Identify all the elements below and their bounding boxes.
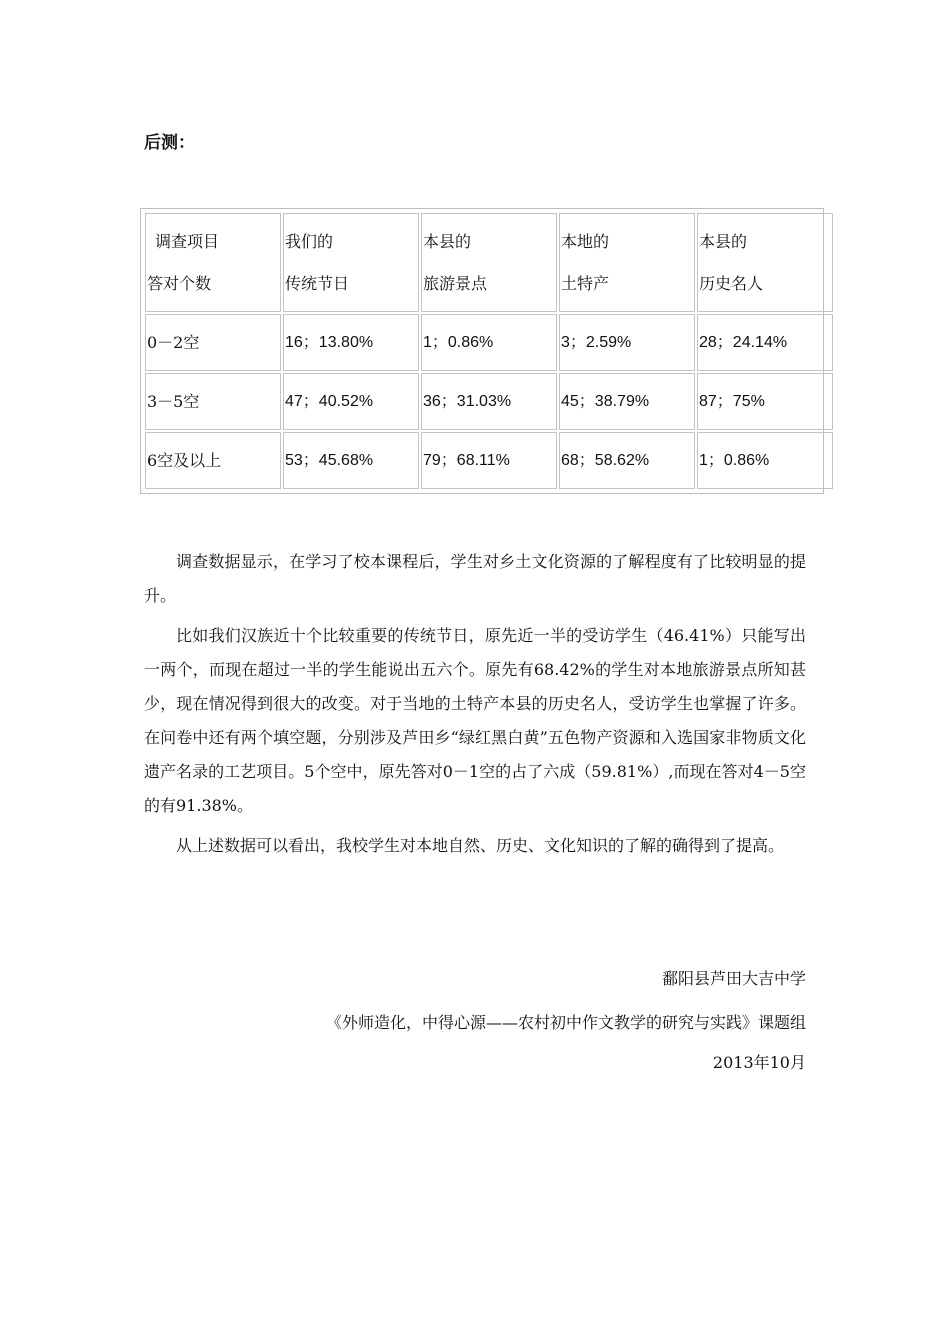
signature-research-group: 《外师造化，中得心源——农村初中作文教学的研究与实践》课题组 [325, 1013, 806, 1032]
paragraph-details: 比如我们汉族近十个比较重要的传统节日，原先近一半的受访学生（46.41%）只能写出一两个，而现在超过一半的学生能说出五六个。原先有68.42%的学生对本地旅游景点所知甚少，现在情况得到很大的改变。对于当地的土特产本县的历史名人，受访学生也掌握了许多。在问卷中还有两个填空题，分别涉及芦田乡“绿红黑白黄”五色物产资源和入选国家非物质文化遗产名录的工艺项目。5个空中，原先答对0－1空的占了六成（59.81%）,而现在答对4－5空的有91.38%。 [144, 626, 806, 815]
table-cell: 16；13.80% [283, 314, 419, 371]
column-header-festivals: 我们的 传统节日 [283, 213, 419, 312]
paragraph-summary: 调查数据显示，在学习了校本课程后，学生对乡土文化资源的了解程度有了比较明显的提升。 [144, 552, 806, 605]
table-cell: 47；40.52% [283, 373, 419, 430]
table-corner-cell [145, 213, 281, 312]
row-label: 3－5空 [145, 373, 281, 430]
signature-date: 2013年10月 [712, 1053, 806, 1072]
column-header-scenic-spots: 本县的 旅游景点 [421, 213, 557, 312]
column-header-local-products: 本地的 土特产 [559, 213, 695, 312]
table-row [145, 373, 833, 430]
table-cell: 3；2.59% [559, 314, 695, 371]
table-cell: 1；0.86% [421, 314, 557, 371]
row-label: 6空及以上 [145, 432, 281, 489]
table-cell: 45；38.79% [559, 373, 695, 430]
table-cell: 68；58.62% [559, 432, 695, 489]
survey-table [143, 211, 835, 491]
table-cell: 28；24.14% [697, 314, 833, 371]
section-heading: 后测： [144, 133, 195, 153]
table-cell: 87；75% [697, 373, 833, 430]
signature-school: 鄱阳县芦田大吉中学 [661, 969, 806, 988]
column-header-historical-figures: 本县的 历史名人 [697, 213, 833, 312]
survey-table-frame [140, 208, 824, 494]
table-cell: 79；68.11% [421, 432, 557, 489]
table-header-row [145, 213, 833, 312]
table-cell: 36；31.03% [421, 373, 557, 430]
table-cell: 1；0.86% [697, 432, 833, 489]
body-text [144, 545, 806, 869]
table-cell: 53；45.68% [283, 432, 419, 489]
row-label: 0－2空 [145, 314, 281, 371]
table-row [145, 432, 833, 489]
corner-label-items: 调查项目 [155, 231, 220, 251]
paragraph-conclusion: 从上述数据可以看出，我校学生对本地自然、历史、文化知识的了解的确得到了提高。 [176, 836, 785, 855]
table-row [145, 314, 833, 371]
corner-label-counts: 答对个数 [147, 273, 212, 293]
